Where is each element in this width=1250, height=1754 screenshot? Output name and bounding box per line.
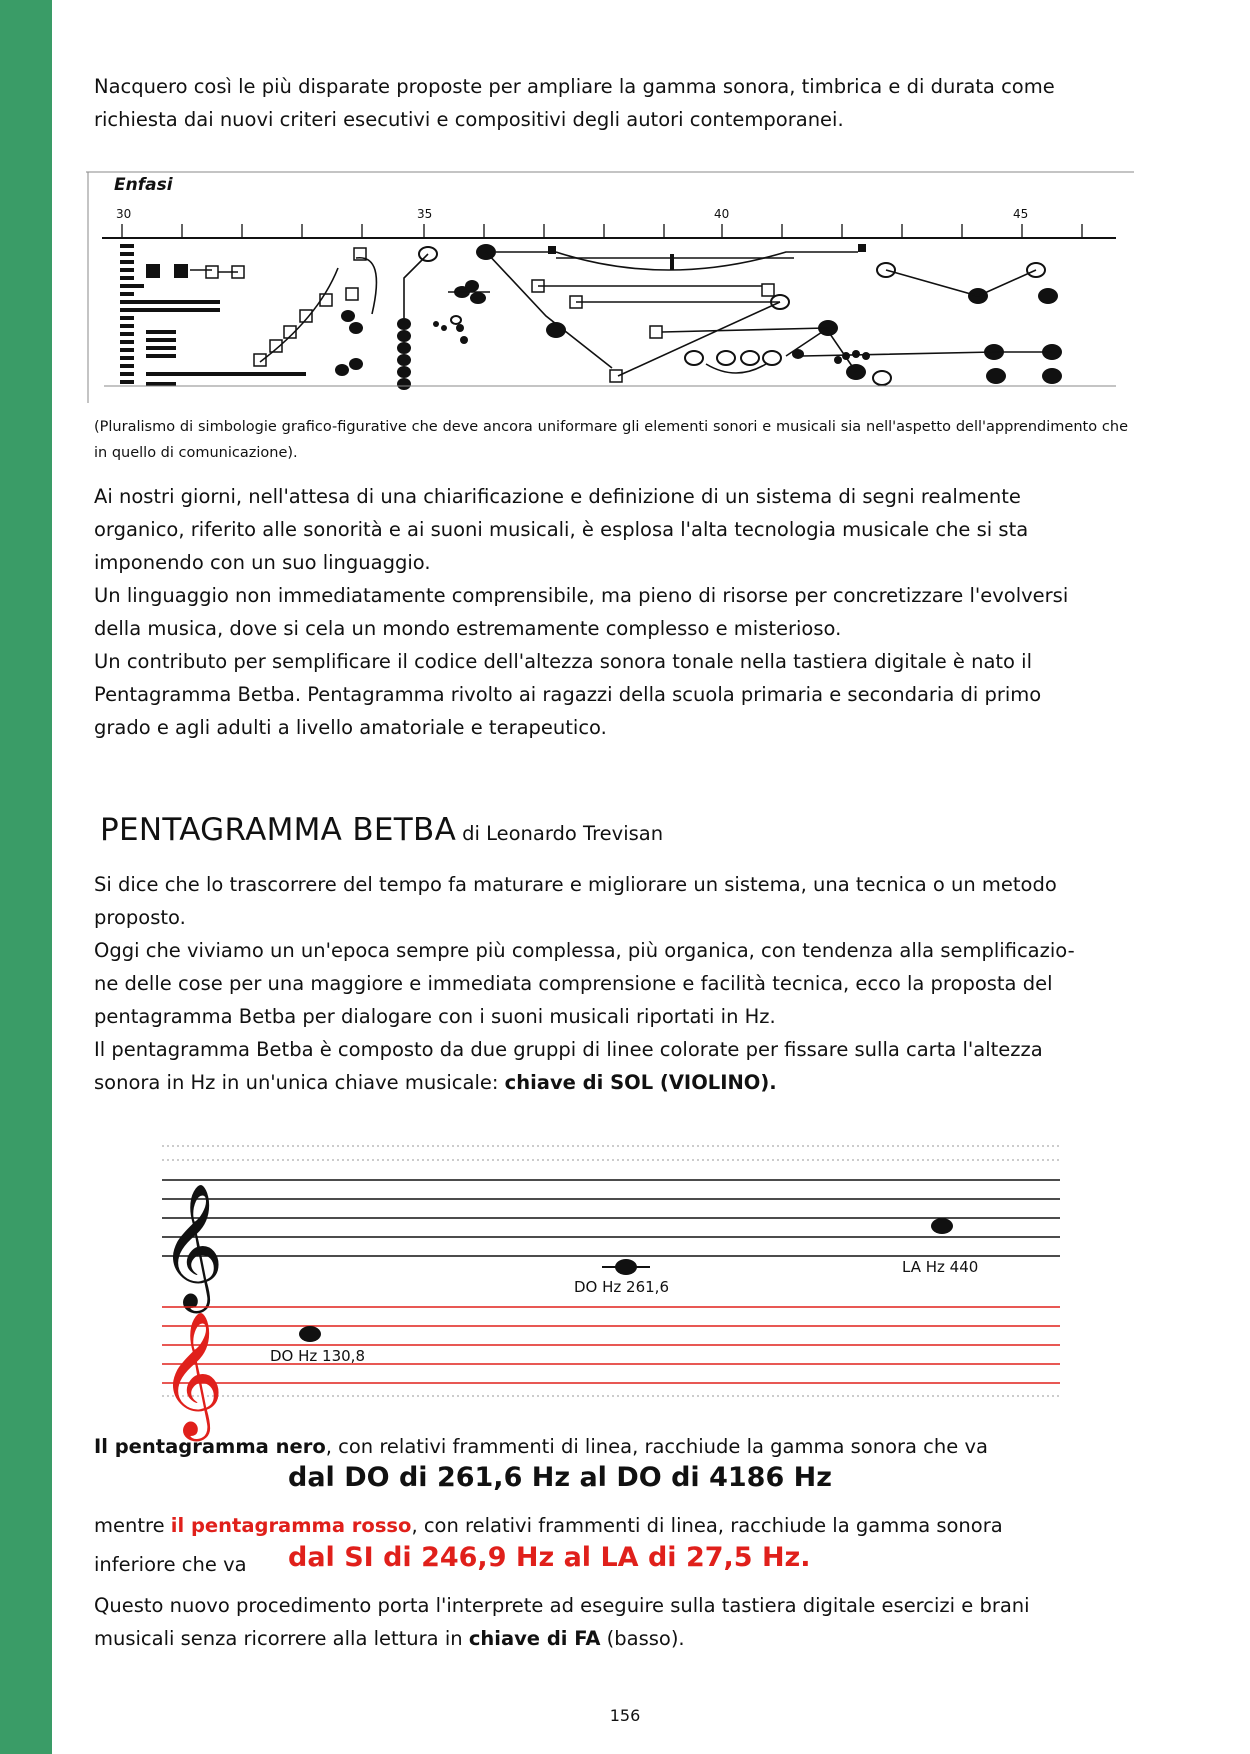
text-line: ne delle cose per una maggiore e immediata comprensione e facilità tecnica, ecco la proposta del (94, 972, 1053, 995)
note-do-261 (615, 1259, 637, 1275)
black-staff (162, 1180, 1060, 1256)
text-line: mentre il pentagramma rosso, con relativi frammenti di linea, racchiude la gamma sonora (94, 1514, 1003, 1537)
text-line: organico, riferito alle sonorità e ai suoni musicali, è esplosa l'alta tecnologia musicale che si sta (94, 518, 1029, 541)
treble-clef-red-icon: 𝄞 (160, 1311, 224, 1436)
paragraph-technology (94, 480, 1128, 744)
text-line: pentagramma Betba per dialogare con i suoni musicali riportati in Hz. (94, 1005, 776, 1028)
text-line: Questo nuovo procedimento porta l'interprete ad eseguire sulla tastiera digitale esercizi e brani (94, 1594, 1030, 1617)
tick-label: 45 (1013, 207, 1029, 221)
text-line: sonora in Hz in un'unica chiave musicale: chiave di SOL (VIOLINO). (94, 1071, 777, 1094)
paragraph-red-prefix (94, 1548, 294, 1581)
text-line: musicali senza ricorrere alla lettura in chiave di FA (basso). (94, 1627, 685, 1650)
text-line: Si dice che lo trascorrere del tempo fa maturare e migliorare un sistema, una tecnica o un metodo (94, 873, 1057, 896)
text-line: Ai nostri giorni, nell'attesa di una chiarificazione e definizione di un sistema di segni realmente (94, 485, 1021, 508)
tick-label: 40 (714, 207, 730, 221)
text-line: Il pentagramma nero, con relativi frammenti di linea, racchiude la gamma sonora che va (94, 1435, 988, 1458)
tick-label: 35 (417, 207, 433, 221)
text-line: grado e agli adulti a livello amatoriale e terapeutico. (94, 716, 607, 739)
text-line: proposto. (94, 906, 186, 929)
section-heading (100, 812, 663, 848)
red-staff (162, 1307, 1060, 1383)
note-label-la-440: LA Hz 440 (902, 1258, 979, 1276)
text-line: Nacquero così le più disparate proposte per ampliare la gamma sonora, timbrica e di durata come (94, 75, 1055, 98)
note-do-130 (299, 1326, 321, 1342)
treble-clef-black-icon: 𝄞 (160, 1183, 224, 1308)
paragraph-betba-intro (94, 868, 1128, 1099)
text-line: Oggi che viviamo un un'epoca sempre più complessa, più organica, con tendenza alla semplificazio- (94, 939, 1075, 962)
text-line: imponendo con un suo linguaggio. (94, 551, 431, 574)
betba-staff-figure (150, 1140, 1050, 1436)
page-side-band (0, 0, 52, 1754)
range-red: dal SI di 246,9 Hz al LA di 27,5 Hz. (288, 1542, 811, 1573)
text-line: Un contributo per semplificare il codice dell'altezza sonora tonale nella tastiera digitale è nato il (94, 650, 1032, 673)
range-black: dal DO di 261,6 Hz al DO di 4186 Hz (288, 1462, 832, 1493)
heading-title: PENTAGRAMMA BETBA (100, 812, 457, 848)
heading-author: di Leonardo Trevisan (462, 822, 664, 845)
text-line: della musica, dove si cela un mondo estremamente complesso e misterioso. (94, 617, 842, 640)
text-line: Pentagramma Betba. Pentagramma rivolto ai ragazzi della scuola primaria e secondaria di primo (94, 683, 1042, 706)
note-label-do-261: DO Hz 261,6 (574, 1278, 669, 1296)
graphic-score-figure (86, 168, 1136, 408)
figure-caption: (Pluralismo di simbologie grafico-figurative che deve ancora uniformare gli elementi sonori e musicali sia nell'aspetto dell'apprendimento che in quello di comunicazione). (94, 419, 1128, 461)
note-label-do-130: DO Hz 130,8 (270, 1347, 365, 1365)
note-la-440 (931, 1218, 953, 1234)
text-line: Il pentagramma Betba è composto da due gruppi di linee colorate per fissare sulla carta l'altezza (94, 1038, 1043, 1061)
paragraph-black-staff (94, 1430, 1128, 1463)
figure-title: Enfasi (114, 175, 173, 195)
page-number: 156 (609, 1706, 641, 1725)
text-line: richiesta dai nuovi criteri esecutivi e compositivi degli autori contemporanei. (94, 108, 844, 131)
paragraph-red-staff (94, 1509, 1128, 1542)
tick-label: 30 (116, 207, 132, 221)
text-line: inferiore che va (94, 1553, 247, 1576)
paragraph-conclusion (94, 1589, 1128, 1655)
intro-paragraph (94, 70, 1128, 136)
text-line: Un linguaggio non immediatamente comprensibile, ma pieno di risorse per concretizzare l'evolversi (94, 584, 1069, 607)
